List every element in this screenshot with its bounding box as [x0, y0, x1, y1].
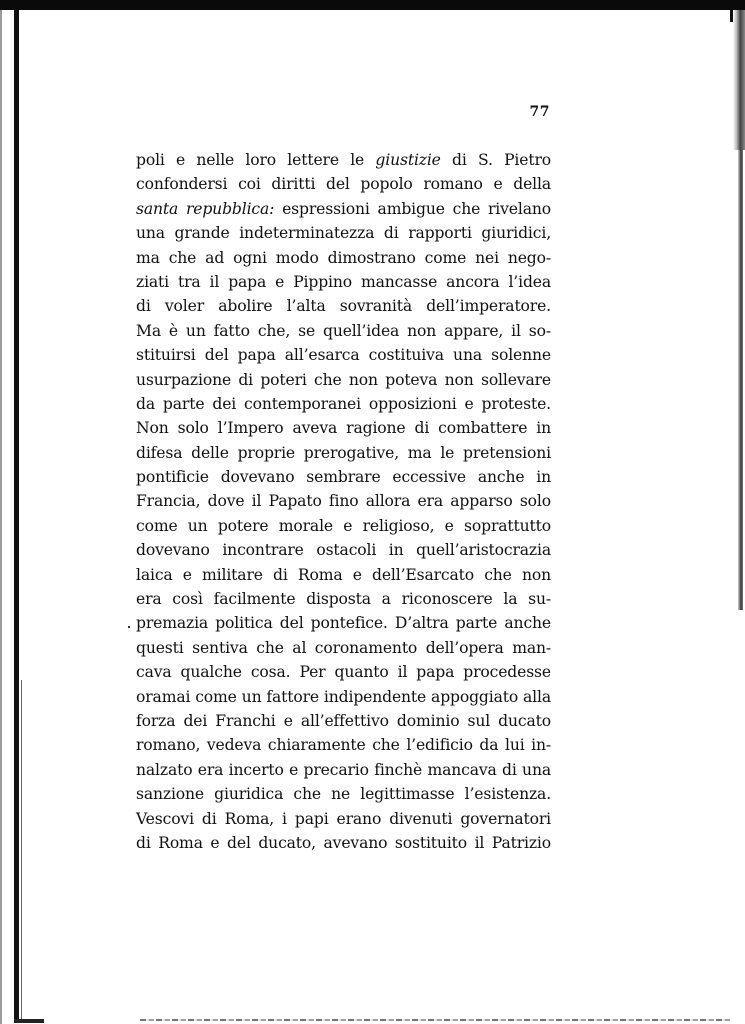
margin-speck	[128, 626, 130, 628]
text-segment: oramai come un fattore indipendente appoggiato alla	[136, 687, 551, 706]
text-segment: da parte dei contemporanei opposizioni e proteste.	[136, 394, 551, 413]
text-segment: dovevano incontrare ostacoli in quell’aristocrazia	[136, 541, 551, 560]
text-line	[136, 758, 551, 782]
scan-corner-bottom-left	[14, 1019, 44, 1023]
text-line	[136, 514, 551, 538]
text-segment: forza dei Franchi e all’effettivo dominio sul ducato	[136, 711, 551, 730]
text-segment: confondersi coi diritti del popolo romano e della	[136, 175, 551, 194]
scan-edge-right	[738, 150, 743, 610]
text-line	[136, 221, 551, 245]
text-segment: come un potere morale e religioso, e soprattutto	[136, 516, 551, 535]
scan-edge-bottom	[140, 1019, 730, 1021]
text-segment: poli e nelle loro lettere le	[136, 151, 376, 169]
page-number: 77	[529, 104, 550, 120]
text-line	[136, 197, 551, 221]
text-segment: una grande indeterminatezza di rapporti giuridici,	[136, 224, 551, 243]
text-line	[136, 807, 551, 831]
text-line	[136, 831, 551, 855]
text-line	[136, 368, 551, 392]
text-line	[136, 563, 551, 587]
italic-text: giustizie	[375, 151, 441, 169]
text-line	[136, 270, 551, 294]
body-text	[136, 148, 551, 855]
text-segment: nalzato era incerto e precario finchè mancava di una	[136, 760, 551, 779]
text-segment: espressioni ambigue che rivelano	[274, 199, 551, 218]
italic-text: santa repubblica:	[136, 199, 275, 218]
text-line	[136, 685, 551, 709]
text-segment: premazia politica del pontefice. D’altra parte anche	[136, 614, 551, 633]
text-segment: di voler abolire l’alta sovranità dell’imperatore.	[136, 297, 551, 316]
text-line	[136, 611, 551, 635]
text-line	[136, 636, 551, 660]
text-line	[136, 246, 551, 270]
text-line	[136, 172, 551, 196]
text-segment: ziati tra il papa e Pippino mancasse ancora l’idea	[136, 272, 551, 291]
text-segment: Francia, dove il Papato fino allora era apparso solo	[136, 492, 551, 511]
text-line	[136, 465, 551, 489]
text-segment: Vescovi di Roma, i papi erano divenuti governatori	[136, 809, 551, 828]
text-line	[136, 294, 551, 318]
text-line	[136, 319, 551, 343]
text-segment: usurpazione di poteri che non poteva non sollevare	[136, 370, 551, 389]
text-segment: di Roma e del ducato, avevano sostituito il Patrizio	[136, 833, 551, 852]
text-line	[136, 709, 551, 733]
text-segment: sanzione giuridica che ne legittimasse l’esistenza.	[136, 785, 551, 804]
text-line	[136, 660, 551, 684]
text-segment: ma che ad ogni modo dimostrano come nei nego-	[136, 248, 551, 267]
text-line	[136, 416, 551, 440]
text-segment: questi sentiva che al coronamento dell’opera man-	[136, 638, 551, 657]
scan-binding-rule-thin	[21, 680, 22, 1020]
text-line	[136, 782, 551, 806]
text-line	[136, 343, 551, 367]
text-line	[136, 441, 551, 465]
text-segment: stituirsi del papa all’esarca costituiva una solenne	[136, 346, 551, 365]
text-segment: pontificie dovevano sembrare eccessive anche in	[136, 468, 551, 487]
text-line	[136, 538, 551, 562]
text-segment: laica e militare di Roma e dell’Esarcato che non	[136, 565, 551, 584]
text-segment: cava qualche cosa. Per quanto il papa procedesse	[136, 663, 551, 682]
scan-edge-right-top	[733, 10, 745, 150]
text-segment: romano, vedeva chiaramente che l’edificio da lui in-	[136, 736, 551, 755]
scan-border-top	[0, 0, 745, 10]
text-line	[136, 587, 551, 611]
text-segment: difesa delle proprie prerogative, ma le pretensioni	[136, 443, 551, 462]
scan-binding-rule-left	[14, 10, 19, 1020]
text-line	[136, 489, 551, 513]
text-line	[136, 392, 551, 416]
scan-edge-left	[0, 10, 2, 1024]
text-line	[136, 148, 551, 172]
text-segment: Ma è un fatto che, se quell’idea non appare, il so-	[136, 321, 551, 340]
text-segment: Non solo l’Impero aveva ragione di combattere in	[136, 419, 551, 438]
text-segment: era così facilmente disposta a riconoscere la su-	[136, 590, 551, 609]
text-segment: di S. Pietro	[440, 151, 551, 169]
text-line	[136, 733, 551, 757]
